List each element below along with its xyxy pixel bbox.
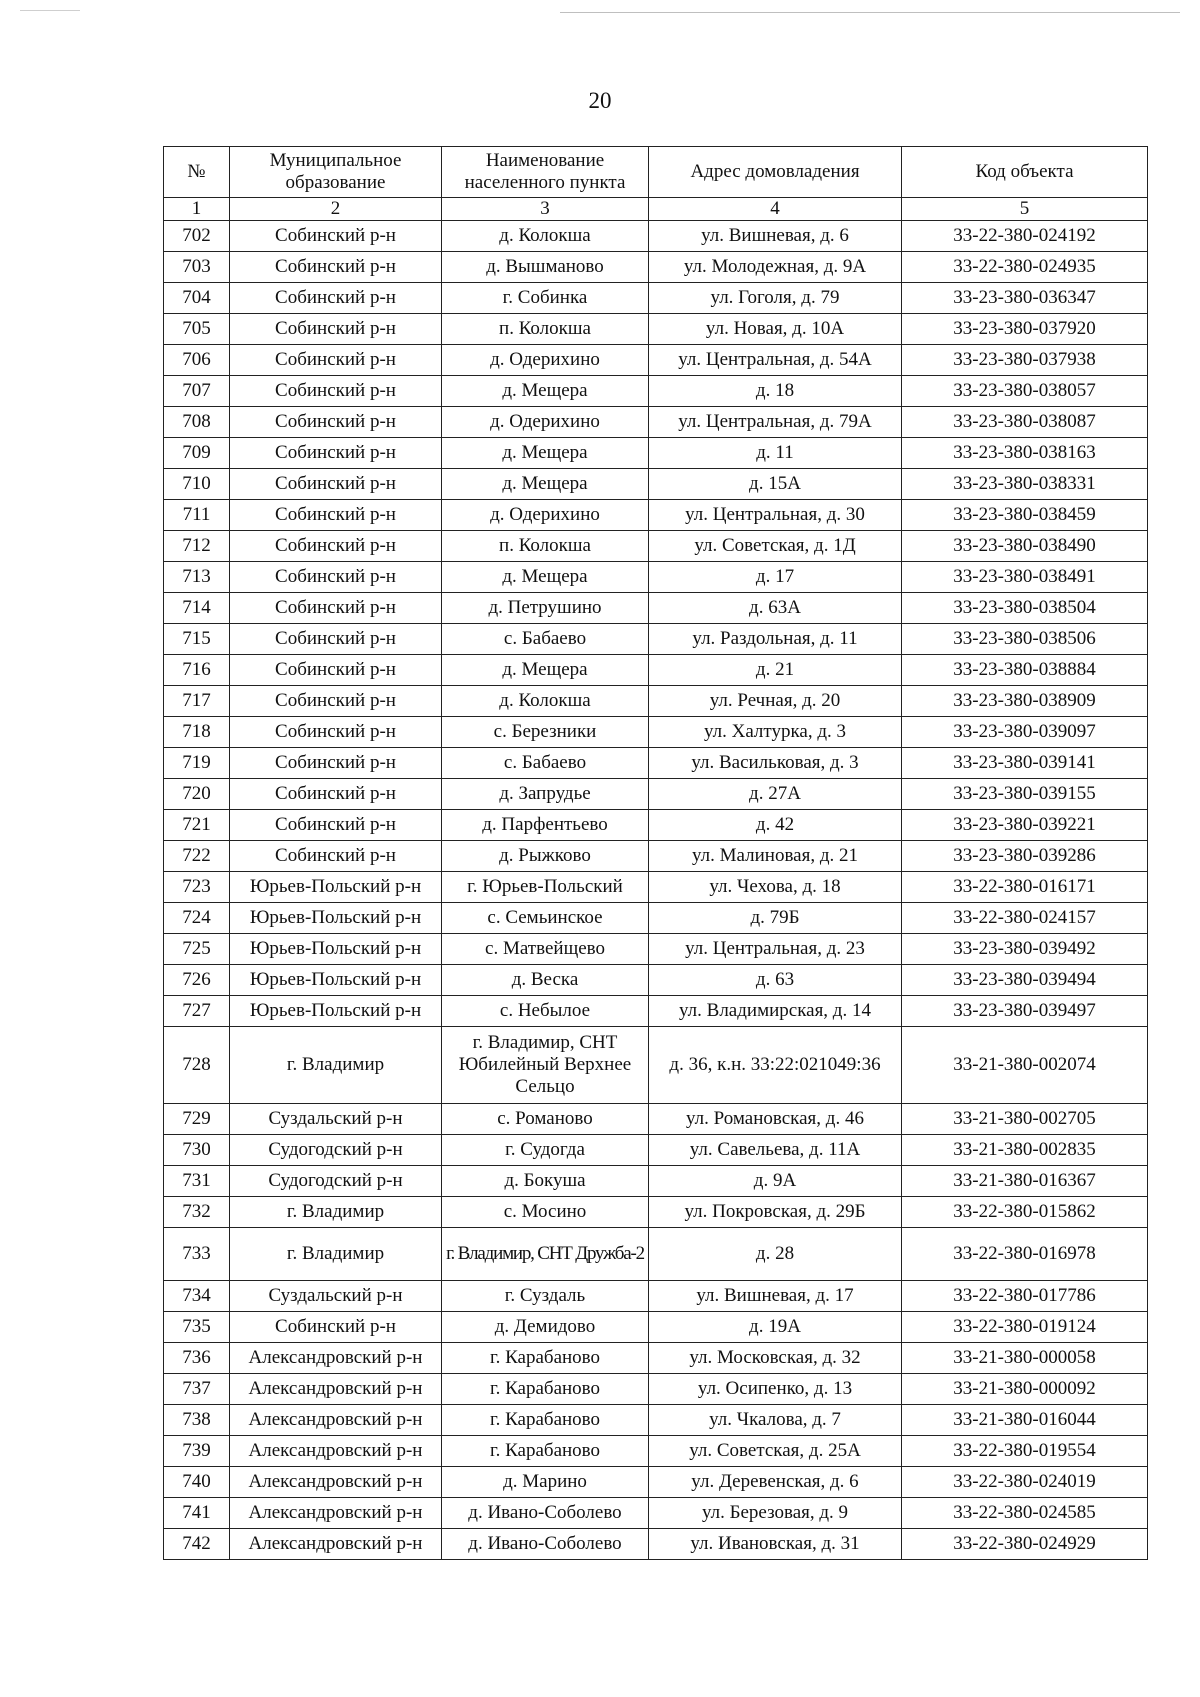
object-code-cell: 33-23-380-038163	[902, 438, 1148, 469]
municipality-cell: Александровский р-н	[230, 1405, 442, 1436]
address-cell: ул. Центральная, д. 30	[649, 500, 902, 531]
object-code-cell: 33-21-380-016044	[902, 1405, 1148, 1436]
header-municipality: Муниципальное образование	[230, 147, 442, 198]
municipality-cell: Юрьев-Польский р-н	[230, 996, 442, 1027]
address-cell: д. 42	[649, 810, 902, 841]
row-number-cell: 714	[164, 593, 230, 624]
municipality-cell: Александровский р-н	[230, 1343, 442, 1374]
table-row	[164, 1166, 1148, 1197]
address-cell: ул. Малиновая, д. 21	[649, 841, 902, 872]
municipality-cell: Собинский р-н	[230, 376, 442, 407]
settlement-cell: д. Запрудье	[442, 779, 649, 810]
municipality-cell: Юрьев-Польский р-н	[230, 872, 442, 903]
row-number-cell: 735	[164, 1312, 230, 1343]
settlement-cell: г. Карабаново	[442, 1374, 649, 1405]
settlement-cell: г. Юрьев-Польский	[442, 872, 649, 903]
row-number-cell: 733	[164, 1228, 230, 1281]
table-row	[164, 717, 1148, 748]
settlement-cell: г. Карабаново	[442, 1405, 649, 1436]
settlement-cell: п. Колокша	[442, 531, 649, 562]
table-row	[164, 779, 1148, 810]
row-number-cell: 708	[164, 407, 230, 438]
header-number: №	[164, 147, 230, 198]
row-number-cell: 715	[164, 624, 230, 655]
table-row	[164, 345, 1148, 376]
settlement-cell: д. Ивано-Соболево	[442, 1529, 649, 1560]
table-row	[164, 221, 1148, 252]
municipality-cell: Собинский р-н	[230, 686, 442, 717]
table-row	[164, 438, 1148, 469]
object-code-cell: 33-23-380-037920	[902, 314, 1148, 345]
settlement-cell: д. Одерихино	[442, 407, 649, 438]
address-cell: ул. Халтурка, д. 3	[649, 717, 902, 748]
object-code-cell: 33-22-380-017786	[902, 1281, 1148, 1312]
object-code-cell: 33-22-380-016171	[902, 872, 1148, 903]
header-settlement: Наименование населенного пункта	[442, 147, 649, 198]
object-code-cell: 33-23-380-039497	[902, 996, 1148, 1027]
municipality-cell: Александровский р-н	[230, 1374, 442, 1405]
settlement-cell: д. Ивано-Соболево	[442, 1498, 649, 1529]
header-address: Адрес домовладения	[649, 147, 902, 198]
row-number-cell: 739	[164, 1436, 230, 1467]
object-code-cell: 33-23-380-038087	[902, 407, 1148, 438]
address-cell: ул. Центральная, д. 54А	[649, 345, 902, 376]
table-row	[164, 996, 1148, 1027]
settlement-cell: д. Парфентьево	[442, 810, 649, 841]
row-number-cell: 704	[164, 283, 230, 314]
address-cell: д. 19А	[649, 1312, 902, 1343]
object-code-cell: 33-22-380-016978	[902, 1228, 1148, 1281]
object-code-cell: 33-21-380-002074	[902, 1027, 1148, 1104]
address-cell: ул. Молодежная, д. 9А	[649, 252, 902, 283]
object-code-cell: 33-22-380-024929	[902, 1529, 1148, 1560]
settlement-cell: с. Березники	[442, 717, 649, 748]
municipality-cell: Собинский р-н	[230, 252, 442, 283]
address-cell: ул. Центральная, д. 79А	[649, 407, 902, 438]
address-cell: д. 27А	[649, 779, 902, 810]
row-number-cell: 705	[164, 314, 230, 345]
address-cell: д. 79Б	[649, 903, 902, 934]
settlement-cell: г. Карабаново	[442, 1343, 649, 1374]
address-cell: д. 18	[649, 376, 902, 407]
address-cell: д. 17	[649, 562, 902, 593]
municipality-cell: Собинский р-н	[230, 717, 442, 748]
address-cell: д. 28	[649, 1228, 902, 1281]
object-code-cell: 33-22-380-024192	[902, 221, 1148, 252]
municipality-cell: Собинский р-н	[230, 593, 442, 624]
table-row	[164, 314, 1148, 345]
row-number-cell: 726	[164, 965, 230, 996]
municipality-cell: Судогодский р-н	[230, 1135, 442, 1166]
settlement-cell: д. Бокуша	[442, 1166, 649, 1197]
row-number-cell: 713	[164, 562, 230, 593]
municipality-cell: Собинский р-н	[230, 438, 442, 469]
address-cell: д. 63А	[649, 593, 902, 624]
municipality-cell: Собинский р-н	[230, 500, 442, 531]
column-number-row	[164, 198, 1148, 221]
settlement-cell: д. Колокша	[442, 221, 649, 252]
row-number-cell: 711	[164, 500, 230, 531]
address-cell: ул. Ивановская, д. 31	[649, 1529, 902, 1560]
object-code-cell: 33-23-380-038504	[902, 593, 1148, 624]
settlement-cell: г. Владимир, СНТ Дружба-2	[442, 1228, 649, 1281]
address-cell: ул. Покровская, д. 29Б	[649, 1197, 902, 1228]
row-number-cell: 740	[164, 1467, 230, 1498]
row-number-cell: 730	[164, 1135, 230, 1166]
header-object-code: Код объекта	[902, 147, 1148, 198]
row-number-cell: 741	[164, 1498, 230, 1529]
object-code-cell: 33-23-380-038459	[902, 500, 1148, 531]
row-number-cell: 742	[164, 1529, 230, 1560]
object-code-cell: 33-23-380-039221	[902, 810, 1148, 841]
address-cell: ул. Московская, д. 32	[649, 1343, 902, 1374]
table-row	[164, 841, 1148, 872]
address-cell: ул. Чкалова, д. 7	[649, 1405, 902, 1436]
registry-table	[163, 146, 1148, 1560]
object-code-cell: 33-21-380-002835	[902, 1135, 1148, 1166]
address-cell: ул. Вишневая, д. 6	[649, 221, 902, 252]
table-row	[164, 531, 1148, 562]
address-cell: ул. Речная, д. 20	[649, 686, 902, 717]
object-code-cell: 33-22-380-019124	[902, 1312, 1148, 1343]
municipality-cell: Собинский р-н	[230, 810, 442, 841]
municipality-cell: Собинский р-н	[230, 221, 442, 252]
settlement-cell: д. Одерихино	[442, 345, 649, 376]
municipality-cell: Собинский р-н	[230, 562, 442, 593]
settlement-cell: с. Бабаево	[442, 624, 649, 655]
row-number-cell: 731	[164, 1166, 230, 1197]
municipality-cell: Александровский р-н	[230, 1498, 442, 1529]
address-cell: ул. Раздольная, д. 11	[649, 624, 902, 655]
settlement-cell: д. Одерихино	[442, 500, 649, 531]
settlement-cell: д. Мещера	[442, 438, 649, 469]
settlement-cell: с. Матвейщево	[442, 934, 649, 965]
row-number-cell: 702	[164, 221, 230, 252]
object-code-cell: 33-21-380-000092	[902, 1374, 1148, 1405]
row-number-cell: 729	[164, 1104, 230, 1135]
row-number-cell: 738	[164, 1405, 230, 1436]
object-code-cell: 33-22-380-024585	[902, 1498, 1148, 1529]
municipality-cell: Собинский р-н	[230, 407, 442, 438]
object-code-cell: 33-23-380-038506	[902, 624, 1148, 655]
table-row	[164, 686, 1148, 717]
settlement-cell: д. Мещера	[442, 376, 649, 407]
row-number-cell: 717	[164, 686, 230, 717]
address-cell: ул. Новая, д. 10А	[649, 314, 902, 345]
address-cell: ул. Васильковая, д. 3	[649, 748, 902, 779]
object-code-cell: 33-23-380-038331	[902, 469, 1148, 500]
table-row	[164, 1027, 1148, 1104]
address-cell: д. 21	[649, 655, 902, 686]
municipality-cell: Суздальский р-н	[230, 1104, 442, 1135]
settlement-cell: д. Вышманово	[442, 252, 649, 283]
table-row	[164, 1135, 1148, 1166]
table-row	[164, 810, 1148, 841]
municipality-cell: Собинский р-н	[230, 1312, 442, 1343]
address-cell: ул. Советская, д. 25А	[649, 1436, 902, 1467]
table-row	[164, 748, 1148, 779]
table-row	[164, 1281, 1148, 1312]
row-number-cell: 716	[164, 655, 230, 686]
municipality-cell: г. Владимир	[230, 1027, 442, 1104]
table-row	[164, 934, 1148, 965]
settlement-cell: г. Суздаль	[442, 1281, 649, 1312]
table-row	[164, 1498, 1148, 1529]
municipality-cell: Собинский р-н	[230, 283, 442, 314]
settlement-cell: с. Семьинское	[442, 903, 649, 934]
municipality-cell: Собинский р-н	[230, 655, 442, 686]
object-code-cell: 33-23-380-036347	[902, 283, 1148, 314]
table-row	[164, 872, 1148, 903]
table-header-row	[164, 147, 1148, 198]
object-code-cell: 33-22-380-024157	[902, 903, 1148, 934]
address-cell: ул. Осипенко, д. 13	[649, 1374, 902, 1405]
row-number-cell: 721	[164, 810, 230, 841]
municipality-cell: г. Владимир	[230, 1228, 442, 1281]
municipality-cell: Александровский р-н	[230, 1529, 442, 1560]
table-row	[164, 252, 1148, 283]
table-row	[164, 593, 1148, 624]
row-number-cell: 703	[164, 252, 230, 283]
address-cell: д. 9А	[649, 1166, 902, 1197]
table-row	[164, 407, 1148, 438]
table-row	[164, 469, 1148, 500]
row-number-cell: 722	[164, 841, 230, 872]
settlement-cell: г. Собинка	[442, 283, 649, 314]
municipality-cell: Собинский р-н	[230, 345, 442, 376]
settlement-cell: д. Марино	[442, 1467, 649, 1498]
object-code-cell: 33-23-380-039141	[902, 748, 1148, 779]
table-row	[164, 655, 1148, 686]
row-number-cell: 723	[164, 872, 230, 903]
table-row	[164, 1343, 1148, 1374]
object-code-cell: 33-23-380-038490	[902, 531, 1148, 562]
municipality-cell: Александровский р-н	[230, 1436, 442, 1467]
row-number-cell: 737	[164, 1374, 230, 1405]
column-number: 5	[902, 198, 1148, 221]
address-cell: д. 11	[649, 438, 902, 469]
row-number-cell: 719	[164, 748, 230, 779]
object-code-cell: 33-23-380-039155	[902, 779, 1148, 810]
address-cell: д. 15А	[649, 469, 902, 500]
address-cell: ул. Березовая, д. 9	[649, 1498, 902, 1529]
settlement-cell: с. Бабаево	[442, 748, 649, 779]
settlement-cell: с. Небылое	[442, 996, 649, 1027]
address-cell: д. 36, к.н. 33:22:021049:36	[649, 1027, 902, 1104]
municipality-cell: г. Владимир	[230, 1197, 442, 1228]
municipality-cell: Юрьев-Польский р-н	[230, 903, 442, 934]
settlement-cell: г. Судогда	[442, 1135, 649, 1166]
table-row	[164, 903, 1148, 934]
address-cell: ул. Владимирская, д. 14	[649, 996, 902, 1027]
object-code-cell: 33-22-380-024935	[902, 252, 1148, 283]
settlement-cell: д. Мещера	[442, 562, 649, 593]
row-number-cell: 718	[164, 717, 230, 748]
table-row	[164, 1312, 1148, 1343]
municipality-cell: Судогодский р-н	[230, 1166, 442, 1197]
table-row	[164, 376, 1148, 407]
object-code-cell: 33-23-380-038491	[902, 562, 1148, 593]
municipality-cell: Суздальский р-н	[230, 1281, 442, 1312]
row-number-cell: 707	[164, 376, 230, 407]
object-code-cell: 33-21-380-000058	[902, 1343, 1148, 1374]
table-row	[164, 1197, 1148, 1228]
object-code-cell: 33-21-380-002705	[902, 1104, 1148, 1135]
address-cell: д. 63	[649, 965, 902, 996]
table-row	[164, 1374, 1148, 1405]
object-code-cell: 33-22-380-024019	[902, 1467, 1148, 1498]
row-number-cell: 736	[164, 1343, 230, 1374]
municipality-cell: Собинский р-н	[230, 314, 442, 345]
settlement-cell: д. Рыжково	[442, 841, 649, 872]
municipality-cell: Собинский р-н	[230, 779, 442, 810]
table-body	[164, 198, 1148, 1560]
table-row	[164, 1104, 1148, 1135]
object-code-cell: 33-22-380-019554	[902, 1436, 1148, 1467]
settlement-cell: г. Карабаново	[442, 1436, 649, 1467]
object-code-cell: 33-23-380-038909	[902, 686, 1148, 717]
municipality-cell: Александровский р-н	[230, 1467, 442, 1498]
column-number: 3	[442, 198, 649, 221]
page-number: 20	[588, 88, 612, 113]
settlement-cell: г. Владимир, СНТ Юбилейный Верхнее Сельцо	[442, 1027, 649, 1104]
table-row	[164, 624, 1148, 655]
object-code-cell: 33-23-380-039492	[902, 934, 1148, 965]
scan-edge-line	[560, 12, 1180, 13]
address-cell: ул. Вишневая, д. 17	[649, 1281, 902, 1312]
settlement-cell: п. Колокша	[442, 314, 649, 345]
column-number: 4	[649, 198, 902, 221]
row-number-cell: 734	[164, 1281, 230, 1312]
settlement-cell: д. Веска	[442, 965, 649, 996]
object-code-cell: 33-23-380-039494	[902, 965, 1148, 996]
table-row	[164, 500, 1148, 531]
table-row	[164, 1405, 1148, 1436]
settlement-cell: с. Романово	[442, 1104, 649, 1135]
table-row	[164, 1467, 1148, 1498]
settlement-cell: д. Петрушино	[442, 593, 649, 624]
address-cell: ул. Центральная, д. 23	[649, 934, 902, 965]
object-code-cell: 33-21-380-016367	[902, 1166, 1148, 1197]
row-number-cell: 725	[164, 934, 230, 965]
object-code-cell: 33-23-380-039286	[902, 841, 1148, 872]
object-code-cell: 33-23-380-038884	[902, 655, 1148, 686]
address-cell: ул. Чехова, д. 18	[649, 872, 902, 903]
settlement-cell: д. Мещера	[442, 469, 649, 500]
table-row	[164, 1529, 1148, 1560]
municipality-cell: Собинский р-н	[230, 469, 442, 500]
row-number-cell: 709	[164, 438, 230, 469]
settlement-cell: д. Мещера	[442, 655, 649, 686]
settlement-cell: д. Демидово	[442, 1312, 649, 1343]
municipality-cell: Собинский р-н	[230, 748, 442, 779]
table-row	[164, 1436, 1148, 1467]
row-number-cell: 727	[164, 996, 230, 1027]
address-cell: ул. Советская, д. 1Д	[649, 531, 902, 562]
table-row	[164, 1228, 1148, 1281]
table-row	[164, 965, 1148, 996]
municipality-cell: Юрьев-Польский р-н	[230, 934, 442, 965]
address-cell: ул. Гоголя, д. 79	[649, 283, 902, 314]
municipality-cell: Собинский р-н	[230, 531, 442, 562]
column-number: 1	[164, 198, 230, 221]
settlement-cell: д. Колокша	[442, 686, 649, 717]
table-row	[164, 283, 1148, 314]
row-number-cell: 706	[164, 345, 230, 376]
municipality-cell: Собинский р-н	[230, 841, 442, 872]
column-number: 2	[230, 198, 442, 221]
object-code-cell: 33-23-380-037938	[902, 345, 1148, 376]
row-number-cell: 732	[164, 1197, 230, 1228]
object-code-cell: 33-23-380-038057	[902, 376, 1148, 407]
object-code-cell: 33-23-380-039097	[902, 717, 1148, 748]
row-number-cell: 720	[164, 779, 230, 810]
address-cell: ул. Деревенская, д. 6	[649, 1467, 902, 1498]
table-row	[164, 562, 1148, 593]
row-number-cell: 712	[164, 531, 230, 562]
settlement-cell: с. Мосино	[442, 1197, 649, 1228]
scan-edge-mark	[20, 10, 80, 11]
municipality-cell: Юрьев-Польский р-н	[230, 965, 442, 996]
row-number-cell: 724	[164, 903, 230, 934]
object-code-cell: 33-22-380-015862	[902, 1197, 1148, 1228]
municipality-cell: Собинский р-н	[230, 624, 442, 655]
address-cell: ул. Савельева, д. 11А	[649, 1135, 902, 1166]
row-number-cell: 710	[164, 469, 230, 500]
row-number-cell: 728	[164, 1027, 230, 1104]
address-cell: ул. Романовская, д. 46	[649, 1104, 902, 1135]
